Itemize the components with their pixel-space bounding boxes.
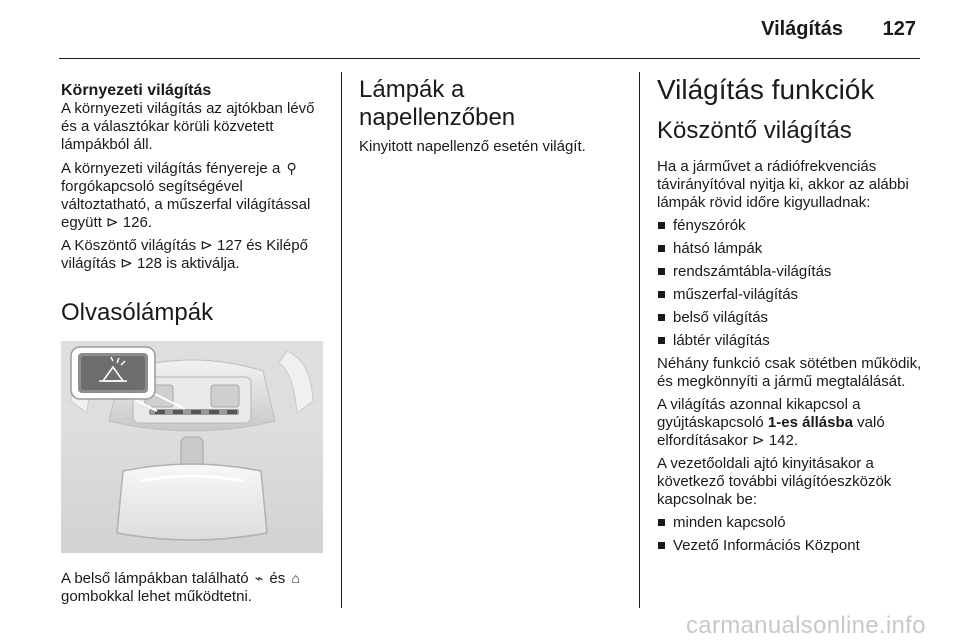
page-ref-arrow-icon: ⊳ bbox=[106, 214, 119, 231]
text: és bbox=[269, 570, 286, 587]
page-ref-arrow-icon: ⊳ bbox=[752, 432, 765, 449]
heading-ambient-lighting: Környezeti világítás bbox=[61, 82, 212, 99]
page-header bbox=[0, 0, 960, 60]
reading-lamp-illustration bbox=[61, 341, 323, 553]
ambient-paragraph-3 bbox=[61, 237, 331, 273]
additional-lamp-list bbox=[657, 514, 925, 555]
heading-reading-lamps: Olvasólámpák bbox=[61, 299, 214, 326]
lamp-button-icon: ⌂ bbox=[291, 570, 300, 586]
dark-only-paragraph: Néhány funkció csak sötétben működik, és megkönnyíti a jármű megtalálását. bbox=[657, 355, 922, 390]
text: 128 is aktiválja. bbox=[136, 255, 240, 272]
welcome-intro: Ha a járművet a rádiófrekvenciás távirányítóval nyitja ki, akkor az alábbi lámpák rövid időre kigyulladnak: bbox=[657, 158, 909, 211]
list-item: fényszórók bbox=[657, 217, 925, 235]
watermark: carmanualsonline.info bbox=[686, 612, 926, 639]
text: való elfordításakor bbox=[657, 414, 885, 449]
column-divider-2 bbox=[639, 72, 640, 608]
page-ref-arrow-icon: ⊳ bbox=[200, 237, 213, 254]
text: A környezeti világítás fényereje a bbox=[61, 160, 281, 177]
column-divider-1 bbox=[341, 72, 342, 608]
column-2 bbox=[359, 72, 627, 161]
switch-off-paragraph bbox=[657, 396, 925, 450]
heading-sun-visor-lamps: Lámpák a napellenzőben bbox=[359, 76, 516, 131]
dimmer-icon: ⚲ bbox=[286, 160, 297, 176]
text: A világítás azonnal kikapcsol a gyújtáskapcsoló bbox=[657, 396, 861, 431]
list-item: Vezető Információs Központ bbox=[657, 537, 925, 555]
list-item: minden kapcsoló bbox=[657, 514, 925, 532]
page-number: 127 bbox=[882, 18, 916, 40]
lamp-button-icon: ⌁ bbox=[254, 570, 264, 586]
list-item: belső világítás bbox=[657, 309, 925, 327]
text: 127 és Kilépő világítás bbox=[61, 237, 308, 272]
page-ref: 126. bbox=[122, 214, 152, 231]
text: A belső lámpákban található bbox=[61, 570, 249, 587]
list-item: rendszámtábla-világítás bbox=[657, 263, 925, 281]
text: forgókapcsoló segítségével változtatható, a műszerfal világítással együtt bbox=[61, 178, 311, 231]
column-3 bbox=[657, 72, 925, 560]
reading-lamp-caption bbox=[61, 569, 331, 606]
header-rule bbox=[59, 58, 920, 59]
page-ref: 142. bbox=[768, 432, 799, 449]
list-item: hátsó lámpák bbox=[657, 240, 925, 258]
text: gombokkal lehet működtetni. bbox=[61, 588, 252, 605]
section-title: Világítás bbox=[761, 18, 843, 40]
heading-welcome-lighting: Köszöntő világítás bbox=[657, 117, 852, 144]
list-item: lábtér világítás bbox=[657, 332, 925, 350]
text: A Köszöntő világítás bbox=[61, 237, 197, 254]
reading-lamp-figure bbox=[61, 341, 323, 553]
welcome-lamp-list bbox=[657, 217, 925, 350]
ambient-paragraph-1: A környezeti világítás az ajtókban lévő és a választókar körüli közvetett lámpákból áll. bbox=[61, 100, 315, 153]
driver-door-paragraph: A vezetőoldali ajtó kinyitásakor a következő további világítóeszközök kapcsolnak be: bbox=[657, 455, 892, 508]
ignition-position: 1-es állásba bbox=[767, 414, 853, 431]
page-ref-arrow-icon: ⊳ bbox=[120, 255, 133, 272]
ambient-paragraph-2 bbox=[61, 159, 331, 232]
column-1 bbox=[61, 72, 331, 611]
heading-lighting-functions: Világítás funkciók bbox=[657, 74, 875, 105]
list-item: műszerfal-világítás bbox=[657, 286, 925, 304]
sun-visor-paragraph: Kinyitott napellenző esetén világít. bbox=[359, 138, 586, 155]
